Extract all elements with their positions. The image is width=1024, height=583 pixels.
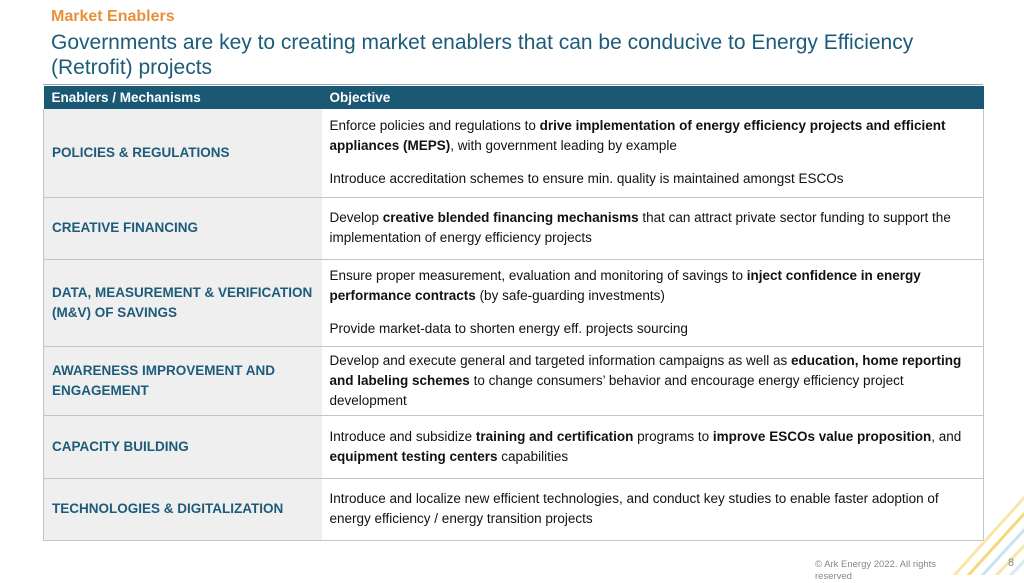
objective-paragraph <box>330 489 976 529</box>
objective-cell <box>322 346 984 415</box>
objective-text-bold: equipment testing centers <box>329 448 498 464</box>
enabler-cell: POLICIES & REGULATIONS <box>44 109 322 197</box>
page-number: 8 <box>1008 557 1015 569</box>
objective-text: Introduce and localize new efficient technologies, and conduct key studies to enable faster adoption of energy efficiency / energy transition projects <box>329 491 939 526</box>
objective-text-bold: drive implementation of energy efficiency projects and efficient appliances (MEPS) <box>329 118 946 154</box>
objective-paragraph <box>330 208 976 248</box>
footer-copyright: © Ark Energy 2022. All rights reserved <box>815 559 937 582</box>
enabler-cell: DATA, MEASUREMENT & VERIFICATION (M&V) OF SAVINGS <box>44 259 322 346</box>
objective-text-bold: education, home reporting and labeling schemes <box>329 352 962 388</box>
objective-text-bold: training and certification <box>475 428 634 444</box>
objective-text: Enforce policies and regulations to <box>329 118 540 134</box>
objective-cell <box>322 478 984 540</box>
title-divider <box>43 84 983 85</box>
enabler-cell: AWARENESS IMPROVEMENT AND ENGAGEMENT <box>44 346 322 415</box>
objective-text-bold: inject confidence in energy performance contracts <box>329 268 921 303</box>
objective-text: Develop and execute general and targeted information campaigns as well as <box>329 352 792 368</box>
objective-paragraph <box>330 351 976 411</box>
objective-text: Provide market-data to shorten energy eff. projects sourcing <box>329 321 688 336</box>
objective-paragraph <box>330 169 976 189</box>
objective-text: (by safe-guarding investments) <box>475 288 665 303</box>
objective-cell <box>322 197 984 259</box>
objective-text: Introduce and subsidize <box>329 428 476 444</box>
eyebrow-heading: Market Enablers <box>51 8 175 25</box>
table-header-row <box>44 86 984 109</box>
table-row <box>44 415 984 478</box>
column-header-objective: Objective <box>322 86 984 109</box>
table-row <box>44 346 984 415</box>
table-row <box>44 259 984 346</box>
enabler-cell: TECHNOLOGIES & DIGITALIZATION <box>44 478 322 540</box>
objective-paragraph <box>330 319 976 339</box>
objective-text: that can attract private sector funding to support the implementation of energy efficiency projects <box>329 210 951 245</box>
table-row <box>44 197 984 259</box>
objective-cell <box>322 415 984 478</box>
objective-paragraph <box>330 116 976 156</box>
objective-paragraph <box>330 266 976 306</box>
table-row <box>44 478 984 540</box>
objective-text: Introduce accreditation schemes to ensure min. quality is maintained amongst ESCOs <box>329 171 844 187</box>
table-row <box>44 109 984 197</box>
objective-text: capabilities <box>497 448 569 464</box>
objective-paragraph <box>330 427 976 467</box>
page-title: Governments are key to creating market enablers that can be conducive to Energy Efficiency (Retrofit) projects <box>51 31 914 79</box>
objective-text-bold: improve ESCOs value proposition <box>712 428 932 444</box>
enabler-cell: CAPACITY BUILDING <box>44 415 322 478</box>
objective-text-bold: creative blended financing mechanisms <box>382 210 639 225</box>
objective-cell <box>322 109 984 197</box>
objective-text: , with government leading by example <box>450 138 677 154</box>
enablers-table <box>43 86 984 541</box>
objective-text: Ensure proper measurement, evaluation and monitoring of savings to <box>329 268 747 283</box>
objective-text: programs to <box>633 428 713 444</box>
objective-text: to change consumers’ behavior and encourage energy efficiency project development <box>329 372 904 408</box>
enabler-cell: CREATIVE FINANCING <box>44 197 322 259</box>
decorative-stripes-graphic <box>920 430 1024 575</box>
objective-text: , and <box>931 428 962 444</box>
objective-text: Develop <box>329 210 383 225</box>
objective-cell <box>322 259 984 346</box>
column-header-enablers: Enablers / Mechanisms <box>44 86 322 109</box>
